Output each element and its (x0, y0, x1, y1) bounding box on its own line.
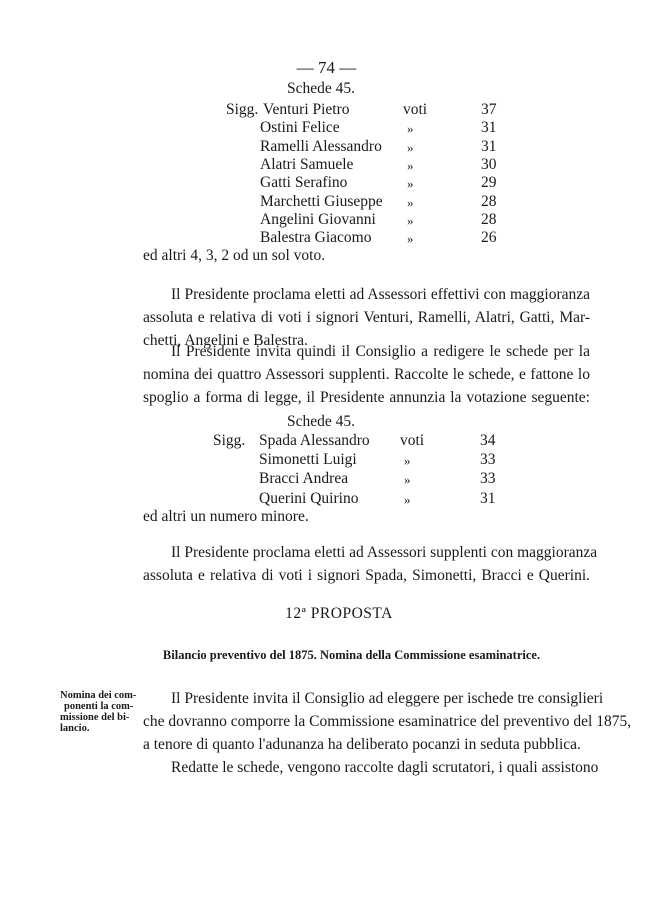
vote2-others: ed altri un numero minore. (143, 508, 309, 525)
text-line: assoluta e relativa di voti i signori Spada, Simonetti, Bracci e Querini. (143, 567, 590, 584)
candidate-name: Bracci Andrea (259, 470, 349, 488)
text-line: Il Presidente invita quindi il Consiglio a redigere le schede per la (171, 343, 590, 360)
vote-count: 28 (481, 192, 497, 210)
votes-label: voti (400, 432, 425, 449)
ditto-mark: » (407, 157, 414, 173)
sigg-label-2: Sigg. (213, 432, 246, 449)
text-line: che dovranno comporre la Commissione esaminatrice del preventivo del 1875, (143, 713, 632, 730)
text-line: Il Presidente proclama eletti ad Assessori supplenti con maggioranza (171, 544, 598, 561)
text-line: Il Presidente proclama eletti ad Assessori effettivi con maggioranza (171, 286, 590, 303)
ditto-mark: » (404, 472, 411, 488)
sigg-label-1: Sigg. (226, 101, 259, 118)
candidate-name: Alatri Samuele (260, 155, 354, 173)
vote-count: 26 (481, 229, 497, 247)
section-subheading: Bilancio preventivo del 1875. Nomina della Commissione esaminatrice. (162, 648, 541, 662)
paragraph-substitute-elected (143, 541, 598, 587)
text-line: a tenore di quanto l'adunanza ha deliberato pocanzi in seduta pubblica. (143, 736, 581, 753)
text-line: nomina dei quattro Assessori supplenti. Raccolte le schede, e fattone lo (143, 366, 590, 383)
vote-count: 31 (481, 119, 497, 137)
ditto-mark: » (407, 176, 414, 192)
paragraph-substitute-call (143, 340, 590, 409)
vote-count: 37 (481, 101, 497, 118)
ditto-mark: » (404, 491, 411, 507)
text-line: Il Presidente invita il Consiglio ad eleggere per ischede tre consiglieri (171, 690, 604, 707)
section-heading: 12ª PROPOSTA (285, 605, 393, 622)
vote-count: 33 (480, 451, 496, 469)
text-line: Redatte le schede, vengono raccolte dagli scrutatori, i quali assistono (171, 759, 599, 776)
text-line: spoglio a forma di legge, il Presidente annunzia la votazione seguente: (143, 389, 590, 406)
candidate-name: Ostini Felice (260, 119, 340, 137)
ditto-mark: » (407, 231, 414, 247)
votes-label: voti (403, 101, 428, 118)
vote-count: 33 (480, 470, 496, 488)
margin-note-line: ponenti la com- (64, 701, 134, 712)
ditto-mark: » (407, 194, 414, 210)
candidate-name: Querini Quirino (259, 489, 359, 507)
candidate-name: Simonetti Luigi (259, 451, 357, 469)
margin-note-line: lancio. (60, 723, 90, 734)
margin-note-line: missione del bi- (60, 712, 130, 723)
page-number: — 74 — (296, 58, 357, 77)
candidate-name: Gatti Serafino (260, 174, 348, 192)
candidate-name: Venturi Pietro (263, 101, 350, 118)
ditto-mark: » (407, 212, 414, 228)
candidate-name: Spada Alessandro (259, 432, 370, 449)
paragraph-commission (143, 687, 632, 779)
margin-note-line: Nomina dei com- (60, 690, 137, 701)
ditto-mark: » (404, 453, 411, 469)
margin-note (60, 690, 136, 734)
text-line: assoluta e relativa di voti i signori Venturi, Ramelli, Alatri, Gatti, Mar- (143, 309, 590, 326)
vote1-others: ed altri 4, 3, 2 od un sol voto. (143, 247, 326, 264)
candidate-name: Angelini Giovanni (260, 210, 376, 228)
vote-count: 34 (480, 432, 496, 449)
vote-count: 31 (481, 137, 497, 155)
candidate-name: Marchetti Giuseppe (260, 192, 383, 210)
ditto-mark: » (407, 139, 414, 155)
text-line: chetti, Angelini e Balestra. (143, 332, 308, 349)
ballots-count-2: Schede 45. (287, 413, 356, 430)
ballots-count-1: Schede 45. (287, 80, 356, 97)
vote-count: 30 (481, 155, 497, 173)
vote-count: 29 (481, 174, 497, 192)
candidate-name: Ramelli Alessandro (260, 137, 382, 155)
vote-count: 31 (480, 489, 496, 507)
candidate-name: Balestra Giacomo (260, 229, 372, 247)
ditto-mark: » (407, 121, 414, 137)
vote-count: 28 (481, 210, 497, 228)
